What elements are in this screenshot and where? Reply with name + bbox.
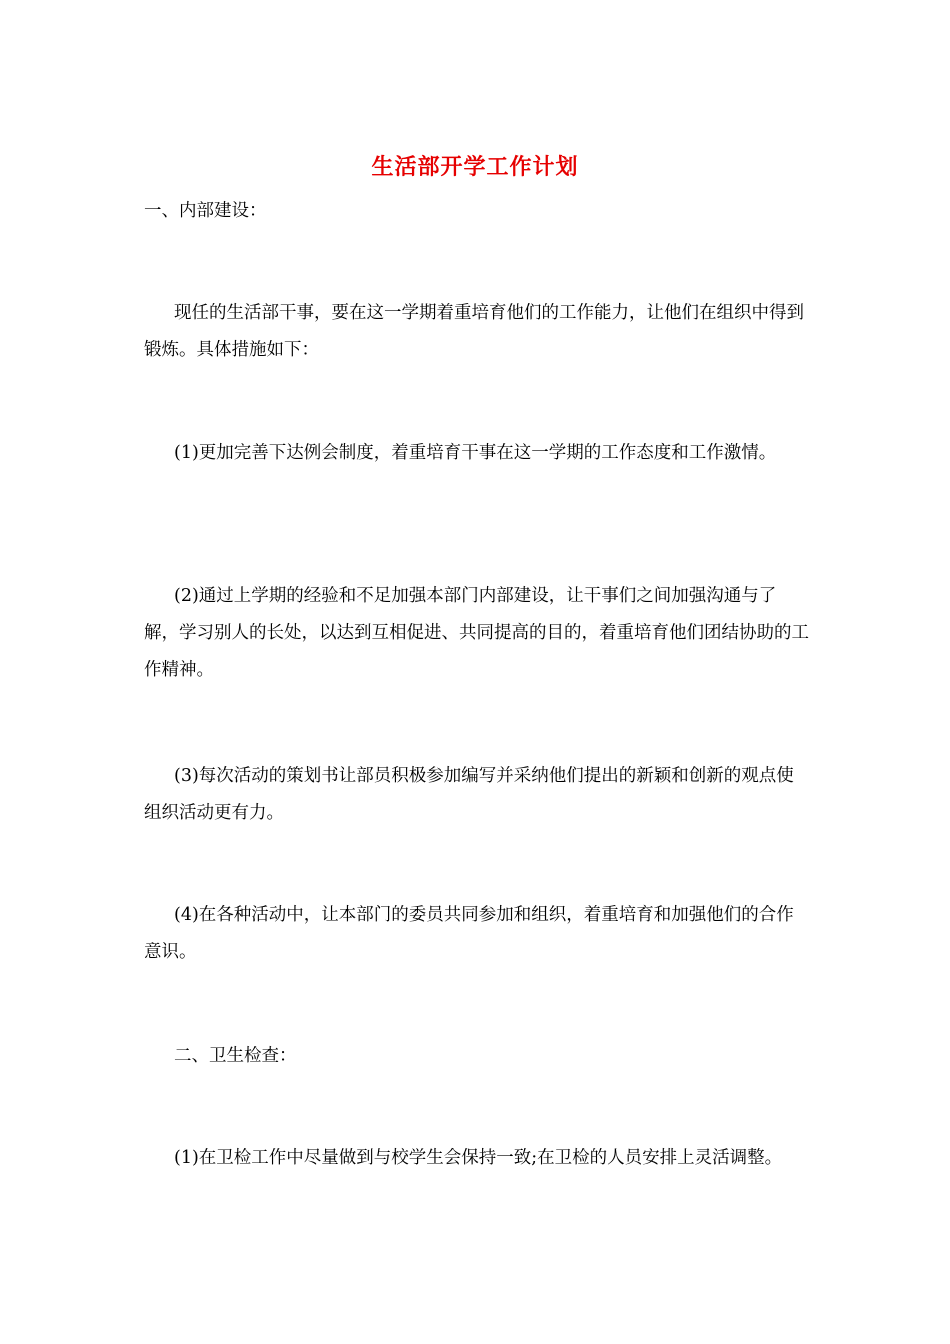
section-heading-internal: 一、内部建设：: [144, 201, 267, 221]
list-item-4: (4)在各种活动中，让本部门的委员共同参加和组织，着重培育和加强他们的合作意识。: [144, 905, 794, 962]
list-item-2: (2)通过上学期的经验和不足加强本部门内部建设，让干事们之间加强沟通与了解，学习别人的长处，以达到互相促进、共同提高的目的，着重培育他们团结协助的工作精神。: [144, 586, 809, 680]
list-item-1: (1)更加完善下达例会制度，着重培育干事在这一学期的工作态度和工作激情。: [174, 443, 777, 463]
intro-paragraph: 现任的生活部干事，要在这一学期着重培育他们的工作能力，让他们在组织中得到锻炼。具体措施如下：: [144, 303, 804, 360]
list-item-5: (1)在卫检工作中尽量做到与校学生会保持一致;在卫检的人员安排上灵活调整。: [174, 1148, 783, 1168]
document-title: 生活部开学工作计划: [371, 155, 579, 180]
list-item-3: (3)每次活动的策划书让部员积极参加编写并采纳他们提出的新颖和创新的观点使组织活动更有力。: [144, 766, 794, 823]
section-heading-hygiene: 二、卫生检查：: [174, 1046, 297, 1066]
